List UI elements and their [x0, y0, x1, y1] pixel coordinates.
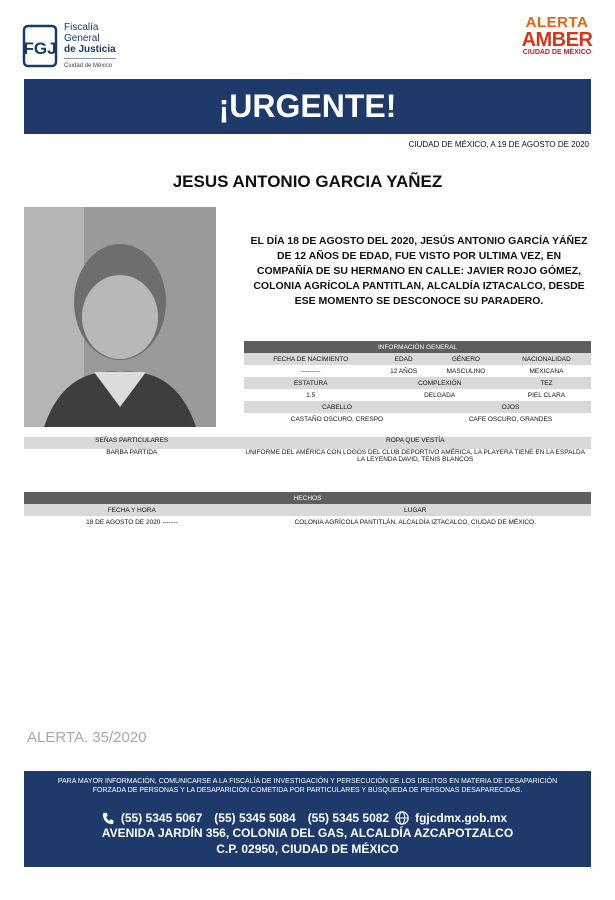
urgent-banner: ¡URGENTE!: [24, 79, 591, 134]
value-build: DELGADA: [424, 391, 456, 399]
value-gender: MASCULINO: [446, 367, 486, 375]
fgj-line1: Fiscalía: [64, 22, 99, 33]
header-place: LUGAR: [239, 504, 591, 516]
phone-icon: [102, 812, 115, 825]
value-birthdate: ---------: [300, 367, 321, 375]
value-clothing: UNIFORME DEL AMÉRICA CON LOGOS DEL CLUB DEPORTIVO AMÉRICA, LA PLAYERA TIENE EN LA ESPALDA LA LEYENDA DAVID, TENIS BLANCOS: [245, 449, 586, 463]
person-photo: [24, 207, 216, 427]
value-eyes: CAFE OSCURO, GRANDES: [468, 415, 553, 423]
contact-info-text: PARA MAYOR INFORMACIÓN, COMUNICARSE A LA FISCALÍA DE INVESTIGACIÓN Y PERSECUCIÓN DE LOS DELITOS EN MATERIA DE DESAPARICIÓN FORZADA DE PERSONAS Y LA DESAPARICIÓN COMETIDA POR PARTICULARES Y BÚSQUEDA DE PERSONAS DESAPARECIDAS.: [57, 778, 558, 794]
value-complexion: PIEL CLARA: [527, 391, 566, 399]
alert-number: ALERTA. 35/2020: [27, 729, 147, 746]
facts-title: HECHOS: [24, 492, 591, 504]
svg-text:FGJ: FGJ: [23, 39, 57, 58]
amber-line3: CIUDAD DE MÉXICO: [522, 49, 592, 56]
value-datetime: 18 DE AGOSTO DE 2020 -------: [86, 518, 178, 526]
value-hair: CASTAÑO OSCURO, CRESPO: [290, 415, 384, 423]
marks-clothing-table: [24, 437, 591, 463]
header-datetime: FECHA Y HORA: [24, 504, 239, 516]
globe-icon: [395, 811, 409, 825]
header-nationality: NACIONALIDAD: [502, 353, 591, 365]
info-title: INFORMACIÓN GENERAL: [244, 341, 591, 353]
header-build: COMPLEXIÓN: [377, 377, 502, 389]
header-gender: GÉNERO: [430, 353, 502, 365]
header-age: EDAD: [377, 353, 430, 365]
header-hair: CABELLO: [244, 401, 430, 413]
photo-placeholder-icon: [24, 207, 216, 427]
website-link[interactable]: fgjcdmx.gob.mx: [415, 811, 508, 825]
fgj-line4: Ciudad de México: [64, 58, 116, 72]
missing-person-name: JESUS ANTONIO GARCIA YAÑEZ: [172, 172, 443, 191]
header-height: ESTATURA: [244, 377, 377, 389]
issue-date: CIUDAD DE MÉXICO, A 19 DE AGOSTO DE 2020: [408, 140, 589, 149]
fgj-line3: de Justicia: [64, 44, 116, 55]
header-birthdate: FECHA DE NACIMIENTO: [244, 353, 377, 365]
case-narrative: EL DÍA 18 DE AGOSTO DEL 2020, JESÚS ANTONIO GARCÍA YÁÑEZ DE 12 AÑOS DE EDAD, FUE VISTO POR ULTIMA VEZ, EN COMPAÑÍA DE SU HERMANO EN CALLE: JAVIER ROJO GÓMEZ, COLONIA AGRÍCOLA PANTITLAN, ALCALDÍA IZTACALCO, DESDE ESE MOMENTO SE DESCONOCE SU PARADERO.: [250, 235, 588, 307]
value-nationality: MEXICANA: [529, 367, 564, 375]
value-age: 12 AÑOS: [390, 367, 418, 375]
address-line2: C.P. 02950, CIUDAD DE MÉXICO: [216, 842, 399, 856]
value-marks: BARBA PARTIDA: [106, 449, 158, 456]
contact-footer: [24, 771, 591, 867]
header-eyes: OJOS: [430, 401, 591, 413]
fgj-logo: [22, 22, 116, 72]
fgj-emblem-icon: [22, 22, 58, 72]
address-line1: AVENIDA JARDÍN 356, COLONIA DEL GAS, ALCALDÍA AZCAPOTZALCO: [101, 826, 514, 840]
contact-phones: [24, 811, 591, 825]
fgj-line2: General: [64, 33, 100, 44]
fgj-name: [64, 22, 116, 72]
value-place: COLONIA AGRÍCOLA PANTITLÁN, ALCALDÍA IZTACALCO, CIUDAD DE MÉXICO.: [294, 518, 536, 526]
phone-2[interactable]: (55) 5345 5084: [214, 811, 296, 825]
phone-1[interactable]: (55) 5345 5067: [120, 811, 203, 825]
general-info-table: [244, 341, 591, 425]
amber-line2: AMBER: [521, 29, 593, 51]
phone-3[interactable]: (55) 5345 5082: [307, 811, 390, 825]
header-complexion: TEZ: [502, 377, 591, 389]
amber-line1: ALERTA: [525, 14, 589, 31]
value-height: 1.5: [306, 391, 316, 399]
facts-table: [24, 492, 591, 528]
alerta-amber-logo: [521, 14, 593, 56]
header-marks: SEÑAS PARTICULARES: [24, 437, 239, 449]
header-clothing: ROPA QUE VESTÍA: [239, 437, 591, 449]
